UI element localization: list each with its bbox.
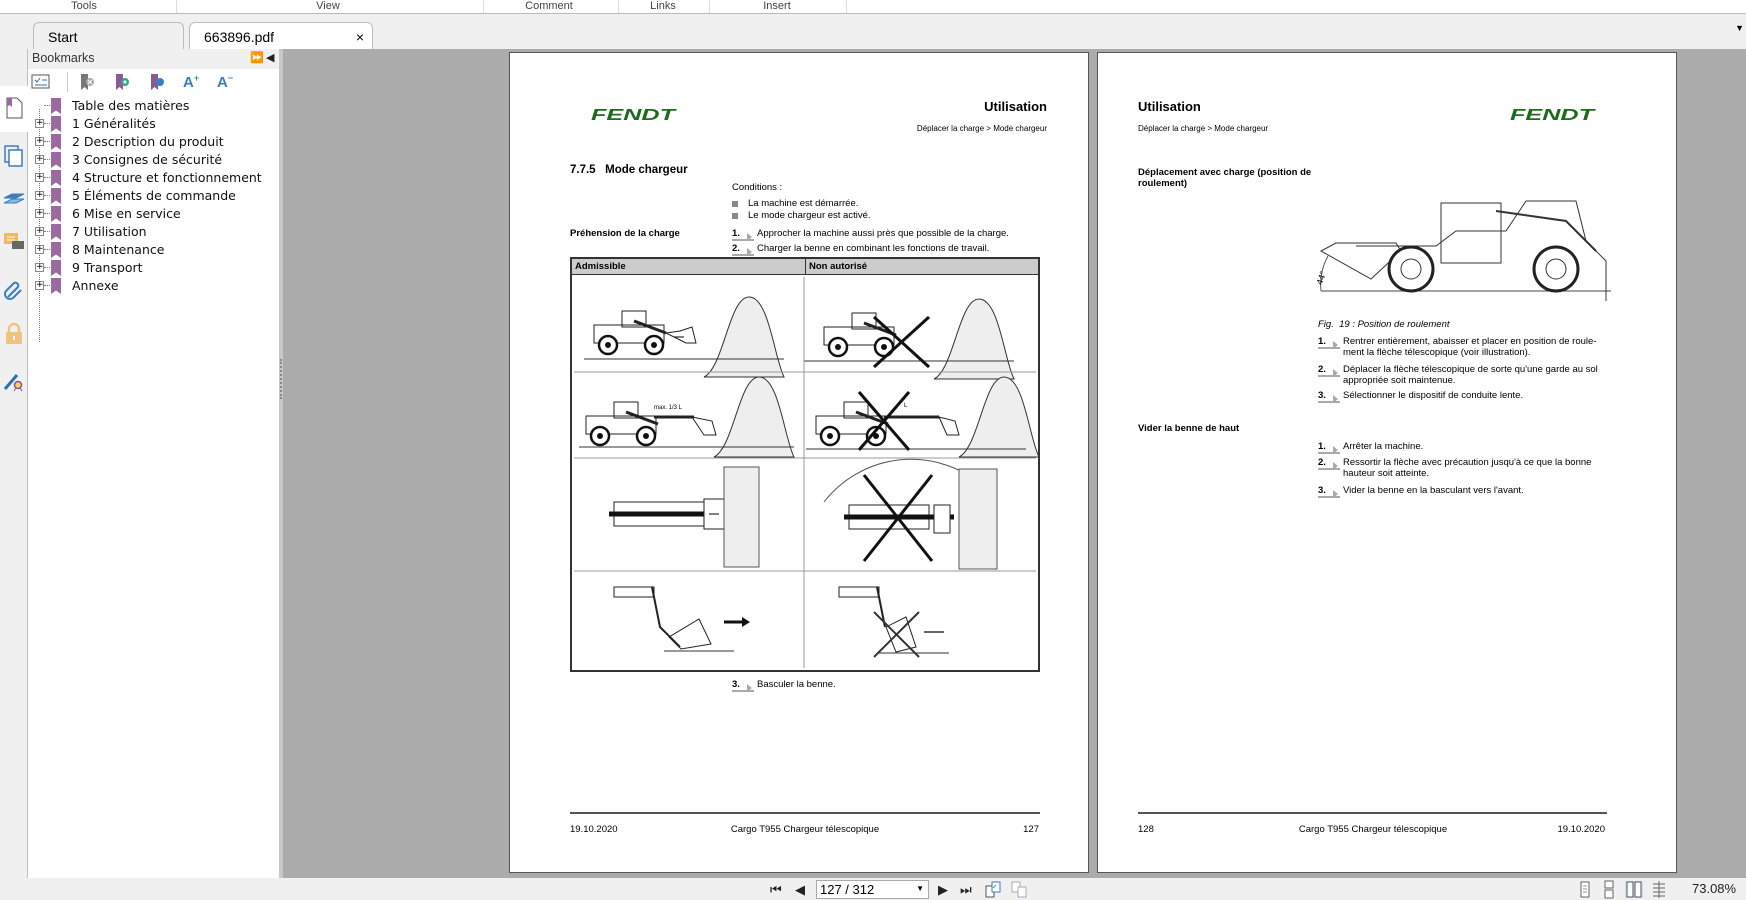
bookmark-label: 7 Utilisation: [72, 224, 147, 239]
document-viewer[interactable]: [283, 49, 1746, 878]
angle-label: 44°: [1314, 269, 1329, 287]
expand-icon[interactable]: +: [36, 172, 44, 182]
menu-view[interactable]: View: [316, 0, 340, 12]
step-arrow-icon: [747, 684, 752, 692]
tab-list-dropdown-icon[interactable]: ▼: [1735, 23, 1744, 33]
step-number: 1.: [1318, 441, 1340, 454]
single-page-view-icon[interactable]: [1576, 881, 1594, 898]
condition-item: La machine est démarrée.: [748, 198, 859, 209]
ribbon-menu-bar: [0, 0, 1746, 14]
page-header-title: Utilisation: [1138, 99, 1201, 114]
step-arrow-icon: [747, 248, 752, 256]
step-text: Approcher la machine aussi près que possible de la charge.: [757, 228, 1009, 239]
divider: [176, 0, 177, 13]
layers-icon[interactable]: [3, 187, 25, 211]
fendt-logo: [591, 107, 677, 124]
page-number-input[interactable]: [816, 880, 929, 899]
pdf-page-128: [1097, 52, 1677, 873]
step-text-line: ment la flèche télescopique (voir illustration).: [1343, 347, 1531, 358]
illustration-allowed-extended: [579, 377, 794, 457]
bookmark-label: 6 Mise en service: [72, 206, 181, 221]
tree-connector: [44, 231, 50, 232]
telehandler-travel-position-figure: [1316, 191, 1612, 315]
illustration-not-allowed-extended: [806, 377, 1039, 457]
expand-icon[interactable]: +: [36, 136, 44, 146]
tree-connector: [44, 177, 50, 178]
section-heading: 7.7.5 Mode chargeur: [570, 164, 688, 176]
bookmark-item[interactable]: [28, 133, 278, 151]
figure-caption: Fig. 19 : Position de roulement: [1318, 319, 1450, 330]
divider: [618, 0, 619, 13]
bookmarks-panel: [28, 49, 279, 878]
illustration-allowed-bucket: [614, 587, 750, 651]
bookmark-icon: [51, 134, 61, 150]
bookmark-item[interactable]: [28, 241, 278, 259]
bookmark-label: 5 Éléments de commande: [72, 188, 236, 203]
step-text: Arrêter la machine.: [1343, 441, 1424, 452]
tree-connector: [44, 285, 50, 286]
previous-view-icon[interactable]: [984, 881, 1002, 898]
last-page-button[interactable]: ⏭: [960, 882, 972, 897]
expand-icon[interactable]: +: [36, 118, 44, 128]
step-number: 3.: [1318, 485, 1340, 498]
expand-icon[interactable]: +: [36, 190, 44, 200]
document-tabs: [0, 15, 1746, 49]
step-text: Basculer la benne.: [757, 679, 836, 690]
side-heading: Préhension de la charge: [570, 228, 680, 239]
step-number: 2.: [1318, 457, 1340, 470]
tree-connector: [44, 267, 50, 268]
illustration-allowed-top-view: [609, 467, 759, 567]
expand-icon[interactable]: +: [36, 280, 44, 290]
facing-view-icon[interactable]: [1625, 881, 1643, 898]
step-arrow-icon: [1333, 490, 1338, 498]
step-number: 1.: [1318, 336, 1340, 349]
bookmark-icon: [51, 116, 61, 132]
step-text: [1343, 457, 1591, 479]
step-number: 3.: [732, 679, 754, 692]
tab-pdf-document[interactable]: [189, 22, 373, 49]
footer-rule: [1138, 812, 1607, 814]
side-heading: Vider la benne de haut: [1138, 423, 1240, 434]
tree-connector: [44, 213, 50, 214]
navigation-icon-strip: [0, 49, 28, 878]
bookmarks-panel-header: [28, 49, 279, 69]
tab-label: Start: [48, 29, 78, 45]
bookmark-properties-icon[interactable]: [148, 73, 168, 91]
conditions-label: Conditions :: [732, 182, 783, 193]
attachments-icon[interactable]: [3, 279, 25, 303]
step-number: 2.: [1318, 364, 1340, 377]
bookmark-label: 4 Structure et fonctionnement: [72, 170, 262, 185]
bookmark-label: 3 Consignes de sécurité: [72, 152, 223, 167]
footer-date: 19.10.2020: [570, 824, 618, 835]
bookmark-label: Table des matières: [72, 98, 190, 113]
comments-icon[interactable]: [3, 231, 25, 255]
step-number: 1.: [732, 228, 754, 241]
illustration-not-allowed-approach: [804, 299, 1014, 379]
first-page-button[interactable]: ⏮: [770, 882, 782, 897]
bookmark-item[interactable]: [28, 169, 278, 187]
table-header-allowed: Admissible: [572, 259, 806, 275]
next-view-icon[interactable]: [1010, 881, 1028, 898]
step-number: 3.: [1318, 390, 1340, 403]
footer-product: Cargo T955 Chargeur télescopique: [730, 824, 880, 835]
expand-icon[interactable]: +: [36, 226, 44, 236]
bookmark-icon: [51, 260, 61, 276]
tree-connector: [44, 195, 50, 196]
step-text: Vider la benne en la basculant vers l'avant.: [1343, 485, 1524, 496]
bookmarks-panel-title: Bookmarks: [32, 51, 95, 65]
svg-text:FENDT: FENDT: [591, 107, 677, 124]
step-arrow-icon: [1333, 369, 1338, 377]
fendt-logo: [1510, 107, 1596, 124]
bookmarks-panel-icon[interactable]: [3, 96, 25, 120]
divider: [709, 0, 710, 13]
side-heading: Déplacement avec charge (position de roulement): [1138, 167, 1312, 189]
illustration-not-allowed-top-view: [824, 459, 997, 569]
bookmark-item[interactable]: [28, 97, 278, 115]
footer-date: 19.10.2020: [1557, 824, 1605, 835]
step-text: Charger la benne en combinant les fonctions de travail.: [757, 243, 990, 254]
bookmark-label: 9 Transport: [72, 260, 143, 275]
collapse-panel-icon[interactable]: ◀: [266, 52, 275, 64]
bookmark-icon: [51, 98, 61, 114]
annotation-max-third: max. 1/3 L: [654, 405, 683, 411]
step-number: 2.: [732, 243, 754, 256]
footer-page-number: 127: [1023, 824, 1039, 835]
increase-font-icon[interactable]: A+: [183, 73, 200, 91]
step-text: [1343, 364, 1598, 386]
step-arrow-icon: [1333, 446, 1338, 454]
bookmark-icon: [51, 242, 61, 258]
tree-connector: [44, 249, 50, 250]
security-lock-icon[interactable]: [3, 322, 25, 346]
panel-options-icon[interactable]: ⏩: [250, 52, 264, 64]
menu-tools[interactable]: Tools: [71, 0, 97, 12]
footer-product: Cargo T955 Chargeur télescopique: [1298, 824, 1448, 835]
tree-connector: [44, 141, 50, 142]
step-text-line: hauteur soit atteinte.: [1343, 468, 1430, 479]
page-breadcrumb: Déplacer la charge > Mode chargeur: [916, 124, 1047, 133]
close-tab-icon[interactable]: ×: [355, 29, 364, 45]
step-text-line: appropriée soit maintenue.: [1343, 375, 1456, 386]
bookmark-item[interactable]: [28, 151, 278, 169]
bullet: [732, 213, 738, 219]
page-breadcrumb: Déplacer la charge > Mode chargeur: [1138, 124, 1269, 133]
table-illustrations: [574, 277, 1036, 668]
pdf-page-127: [509, 52, 1089, 873]
bookmark-icon: [51, 170, 61, 186]
expand-icon[interactable]: +: [36, 154, 44, 164]
bookmark-icon: [51, 206, 61, 222]
expand-icon[interactable]: +: [36, 244, 44, 254]
bookmark-item[interactable]: [28, 187, 278, 205]
bookmark-icon: [51, 224, 61, 240]
bookmark-item[interactable]: [28, 259, 278, 277]
tab-start[interactable]: [33, 22, 184, 49]
page-number-value: 127 / 312: [820, 882, 875, 897]
page-header-title: Utilisation: [984, 99, 1047, 114]
tree-connector: [44, 123, 50, 124]
bookmark-icon: [51, 188, 61, 204]
bookmark-item[interactable]: [28, 205, 278, 223]
signature-icon[interactable]: [3, 369, 25, 393]
chevron-down-icon[interactable]: ▼: [916, 884, 924, 893]
previous-page-button[interactable]: ◀: [795, 882, 805, 897]
step-arrow-icon: [747, 233, 752, 241]
bookmark-label: 8 Maintenance: [72, 242, 165, 257]
bookmark-icon: [51, 152, 61, 168]
bookmarks-toolbar: [28, 69, 279, 95]
status-bar: [0, 878, 1746, 900]
bookmark-label: 2 Description du produit: [72, 134, 224, 149]
illustration-not-allowed-bucket: [839, 587, 949, 657]
loader-mode-table: [570, 257, 1040, 672]
continuous-facing-view-icon[interactable]: [1650, 881, 1668, 898]
menu-links[interactable]: Links: [650, 0, 676, 12]
splitter-grip[interactable]: [280, 359, 282, 399]
expand-all-icon[interactable]: [31, 73, 51, 91]
svg-text:FENDT: FENDT: [1510, 107, 1596, 124]
step-arrow-icon: [1333, 395, 1338, 403]
step-text-line: Rentrer entièrement, abaisser et placer en position de roule-: [1343, 336, 1597, 347]
divider: [483, 0, 484, 13]
step-text-line: Déplacer la flèche télescopique de sorte qu'une garde au sol: [1343, 364, 1598, 375]
bullet: [732, 201, 738, 207]
menu-comment[interactable]: Comment: [525, 0, 573, 12]
footer-page-number: 128: [1138, 824, 1154, 835]
condition-item: Le mode chargeur est activé.: [748, 210, 871, 221]
step-text: [1343, 336, 1596, 358]
illustration-allowed-approach: [584, 297, 784, 377]
annotation-length: L: [904, 403, 908, 409]
expand-icon[interactable]: +: [36, 262, 44, 272]
expand-icon[interactable]: +: [36, 208, 44, 218]
bookmark-label: Annexe: [72, 278, 119, 293]
divider: [67, 72, 68, 92]
step-arrow-icon: [1333, 341, 1338, 349]
menu-insert[interactable]: Insert: [763, 0, 791, 12]
step-text-line: Ressortir la flèche avec précaution jusqu'à ce que la bonne: [1343, 457, 1592, 468]
tree-connector: [44, 105, 50, 106]
tab-label: 663896.pdf: [204, 29, 275, 45]
bookmark-icon: [51, 278, 61, 294]
bookmark-item[interactable]: [28, 277, 278, 295]
divider: [846, 0, 847, 13]
decrease-font-icon[interactable]: A−: [217, 73, 234, 91]
tree-connector: [44, 159, 50, 160]
step-arrow-icon: [1333, 462, 1338, 470]
delete-bookmark-icon[interactable]: [78, 73, 98, 91]
bookmark-item[interactable]: [28, 223, 278, 241]
bookmark-label: 1 Généralités: [72, 116, 156, 131]
table-header-not-allowed: Non autorisé: [806, 259, 1038, 275]
footer-rule: [570, 812, 1040, 814]
pages-thumbnails-icon[interactable]: [3, 144, 25, 168]
next-page-button[interactable]: ▶: [938, 882, 948, 897]
continuous-view-icon[interactable]: [1600, 881, 1618, 898]
step-text: Sélectionner le dispositif de conduite lente.: [1343, 390, 1524, 401]
add-bookmark-icon[interactable]: [113, 73, 133, 91]
bookmark-item[interactable]: [28, 115, 278, 133]
zoom-level[interactable]: 73.08%: [1692, 881, 1737, 896]
